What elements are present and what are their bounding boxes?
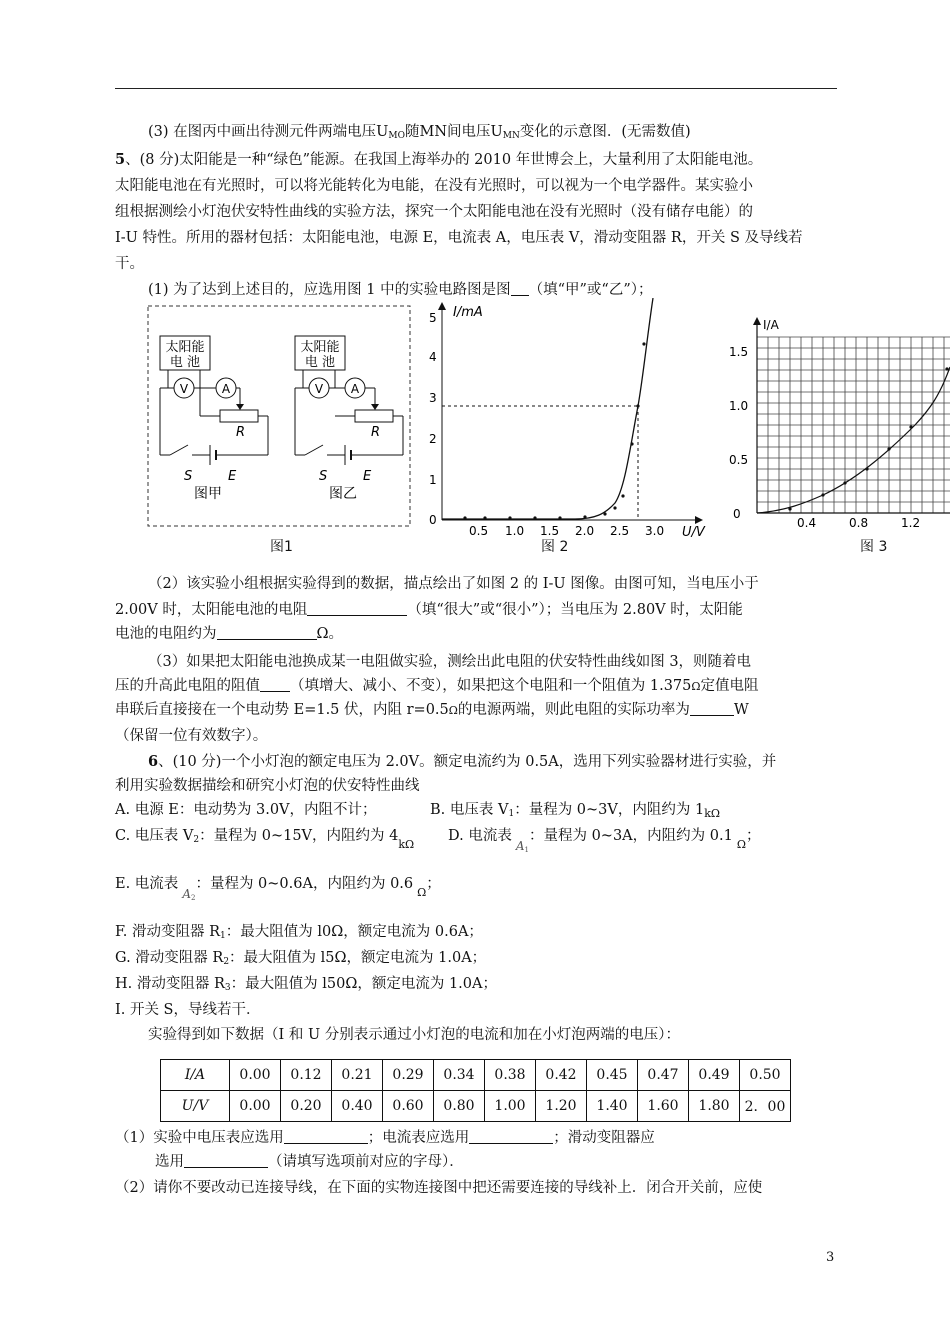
q6-option-g: G. 滑动变阻器 $R_2$：最大阻值为 l5Ω，额定电流为 1.0A；	[115, 950, 487, 967]
table-row: I/A 0.00 0.12 0.21 0.29 0.34 0.38 0.42 0.45 0.47 0.49 0.50	[161, 1060, 791, 1091]
fig2-xlabel: U/V	[682, 525, 705, 538]
table-header-u: U/V	[161, 1091, 230, 1122]
svg-text:0.5: 0.5	[469, 524, 489, 538]
svg-text:2: 2	[429, 432, 437, 446]
q6-data-table	[160, 1059, 791, 1122]
fig3-points	[788, 367, 948, 510]
q6-option-e: E. 电流表$_{A2}$：量程为 0~0.6A，内阻约为 $0.6_\Omega$；	[115, 876, 441, 902]
q5-part2-l3: 电池的电阻约为 Ω。	[115, 626, 344, 642]
fig2-points	[463, 342, 645, 519]
q6-option-b: B. 电压表 $V_1$：量程为 0~3V，内阻约为 $1_{k\Omega}$	[430, 802, 721, 820]
svg-text:电 池: 电 池	[304, 355, 336, 370]
svg-text:0.5: 0.5	[729, 453, 749, 467]
q6-option-d: D. 电流表$_{A1}$：量程为 0~3A，内阻约为 $0.1_\Omega$；	[448, 828, 761, 854]
svg-text:1.5: 1.5	[729, 345, 749, 359]
q5-score: 、(8 分)	[125, 152, 180, 168]
caption-yi: 图乙	[329, 486, 357, 502]
q6-option-c: C. 电压表 $V_2$：量程为 0~15V，内阻约为 $4_{k\Omega}$	[115, 828, 415, 851]
q6-p1-blank1	[284, 1129, 368, 1144]
caption-jia: 图甲	[194, 486, 222, 502]
table-header-i: I/A	[161, 1060, 230, 1091]
q6-option-f: F. 滑动变阻器 $R_1$：最大阻值为 l0Ω，额定电流为 0.6A；	[115, 924, 483, 941]
q6-intro-l2: 利用实验数据描绘和研究小灯泡的伏安特性曲线	[115, 778, 420, 794]
svg-text:0: 0	[429, 513, 437, 527]
q6-option-a: A. 电源 E：电动势为 3.0V，内阻不计；	[115, 802, 377, 818]
fig2-caption: 图 2	[541, 539, 569, 555]
q6-p1-blank2	[469, 1129, 553, 1144]
q6-intro-l1: 6、(10 分)一个小灯泡的额定电压为 2.0V。额定电流约为 0.5A，选用下列实验器材进行实验，并	[148, 753, 777, 770]
rheostat-right	[355, 410, 393, 422]
page-number: 3	[826, 1250, 835, 1265]
svg-text:V: V	[179, 382, 189, 396]
q5-intro-line2: 太阳能电池在有光照时，可以将光能转化为电能，在没有光照时，可以视为一个电学器件。某实验小	[115, 178, 753, 194]
svg-text:A: A	[350, 382, 360, 396]
q5-part2-l2: 2.00V 时，太阳能电池的电阻 （填“很大”或“很小”）；当电压为 2.80V 时，太阳能	[115, 602, 743, 618]
fig3-y-ticks	[729, 345, 748, 521]
q5-p2-blank1	[307, 601, 407, 616]
svg-text:A: A	[221, 382, 231, 396]
fig1-caption: 图1	[270, 539, 293, 555]
svg-text:E: E	[363, 469, 372, 484]
q6-part2: （2）请你不要改动已连接导线，在下面的实物连接图中把还需要连接的导线补上．闭合开关前，应使	[115, 1180, 763, 1196]
q5-p3-blank2	[690, 701, 734, 716]
svg-text:3.0: 3.0	[645, 524, 665, 538]
header-rule	[115, 88, 837, 89]
svg-text:S: S	[184, 469, 193, 484]
q5-part3-l4: （保留一位有效数字）。	[115, 728, 268, 744]
q5-p2-blank2	[217, 625, 317, 640]
svg-text:R: R	[236, 425, 246, 440]
svg-text:0: 0	[733, 507, 741, 521]
fig2-ylabel: I/mA	[453, 305, 483, 320]
q6-option-h: H. 滑动变阻器 $R_3$：最大阻值为 l50Ω，额定电流为 1.0A；	[115, 976, 497, 993]
svg-text:R: R	[371, 425, 381, 440]
q6-number: 6	[148, 753, 159, 770]
q6-option-i: I. 开关 S，导线若干．	[115, 1002, 261, 1018]
fig2-y-ticks	[429, 311, 437, 527]
q5-intro-line5: 干。	[115, 256, 144, 272]
fig3-caption: 图 3	[860, 539, 888, 555]
figure-3-resistor-curve	[725, 315, 950, 530]
svg-text:E: E	[228, 469, 237, 484]
q5-intro-line4: I-U 特性。所用的器材包括：太阳能电池，电源 E，电流表 A，电压表 V，滑动变阻器 R，开关 S 及导线若	[115, 230, 803, 246]
q4-part3	[148, 122, 691, 146]
q6-data-intro: 实验得到如下数据（I 和 U 分别表示通过小灯泡的电流和加在小灯泡两端的电压）：	[148, 1027, 681, 1043]
fig2-curve	[442, 298, 653, 519]
figure-1-circuits	[140, 300, 420, 560]
svg-text:2.5: 2.5	[610, 524, 630, 538]
svg-text:1.0: 1.0	[729, 399, 749, 413]
q5-number: 5	[115, 151, 126, 168]
svg-text:1.0: 1.0	[505, 524, 525, 538]
svg-text:2.0: 2.0	[575, 524, 595, 538]
fig3-x-ticks	[797, 516, 920, 530]
solar-cell-label-l2: 电 池	[169, 355, 201, 370]
solar-cell-label-l1: 太阳能	[165, 340, 205, 355]
svg-text:0.4: 0.4	[797, 516, 817, 530]
rheostat-left	[220, 410, 258, 422]
svg-text:5: 5	[429, 311, 437, 325]
q5-part2-l1: （2）该实验小组根据实验得到的数据，描点绘出了如图 2 的 I-U 图像。由图可知，当电压小于	[148, 576, 759, 592]
svg-text:3: 3	[429, 391, 437, 405]
svg-text:S: S	[319, 469, 328, 484]
q5-part3-l1: （3）如果把太阳能电池换成某一电阻做实验，测绘出此电阻的伏安特性曲线如图 3，则随着电	[148, 654, 752, 670]
circuit-jia	[160, 336, 268, 502]
q6-part1-l1: （1）实验中电压表应选用 ；电流表应选用 ；滑动变阻器应	[115, 1130, 655, 1146]
q6-p1-blank3	[184, 1153, 268, 1168]
q5-p3-blank1	[260, 677, 290, 692]
circuit-yi	[295, 336, 403, 502]
fig3-ylabel: I/A	[763, 318, 779, 332]
figure-2-iu-curve	[425, 298, 715, 538]
q6-part1-l2: 选用 （请填写选项前对应的字母）．	[155, 1154, 464, 1170]
q5-p1-blank	[511, 281, 529, 296]
svg-text:4: 4	[429, 350, 437, 364]
fig3-grid	[757, 337, 950, 513]
svg-text:1: 1	[429, 473, 437, 487]
q4-part3-text: (3) 在图丙中画出待测元件两端电压$U_{MO}$随MN间电压$U_{MN}$变化的示意图．(无需数值)	[148, 124, 691, 141]
q5-intro-l1: 太阳能是一种“绿色”能源。在我国上海举办的 2010 年世博会上，大量利用了太阳能电池。	[179, 152, 763, 168]
q5-intro-line3: 组根据测绘小灯泡伏安特性曲线的实验方法，探究一个太阳能电池在没有光照时（没有储存电能）的	[115, 204, 753, 220]
table-row: U/V 0.00 0.20 0.40 0.60 0.80 1.00 1.20 1.40 1.60 1.80 2．00	[161, 1091, 791, 1122]
q5-part3-l2: 压的升高此电阻的阻值 （填增大、减小、不变），如果把这个电阻和一个阻值为 1.375Ω定值电阻	[115, 678, 759, 694]
svg-text:0.8: 0.8	[849, 516, 869, 530]
q5-intro-line1	[115, 150, 762, 170]
q5-part3-l3: 串联后直接接在一个电动势 E=1.5 伏，内阻 r=0.5Ω的电源两端，则此电阻的实际功率为 W	[115, 702, 749, 718]
svg-text:V: V	[314, 382, 324, 396]
svg-text:太阳能: 太阳能	[300, 340, 340, 355]
q5-part1: (1) 为了达到上述目的，应选用图 1 中的实验电路图是图 （填“甲”或“乙”）；	[148, 282, 653, 298]
svg-text:1.5: 1.5	[540, 524, 560, 538]
svg-text:1.2: 1.2	[901, 516, 921, 530]
